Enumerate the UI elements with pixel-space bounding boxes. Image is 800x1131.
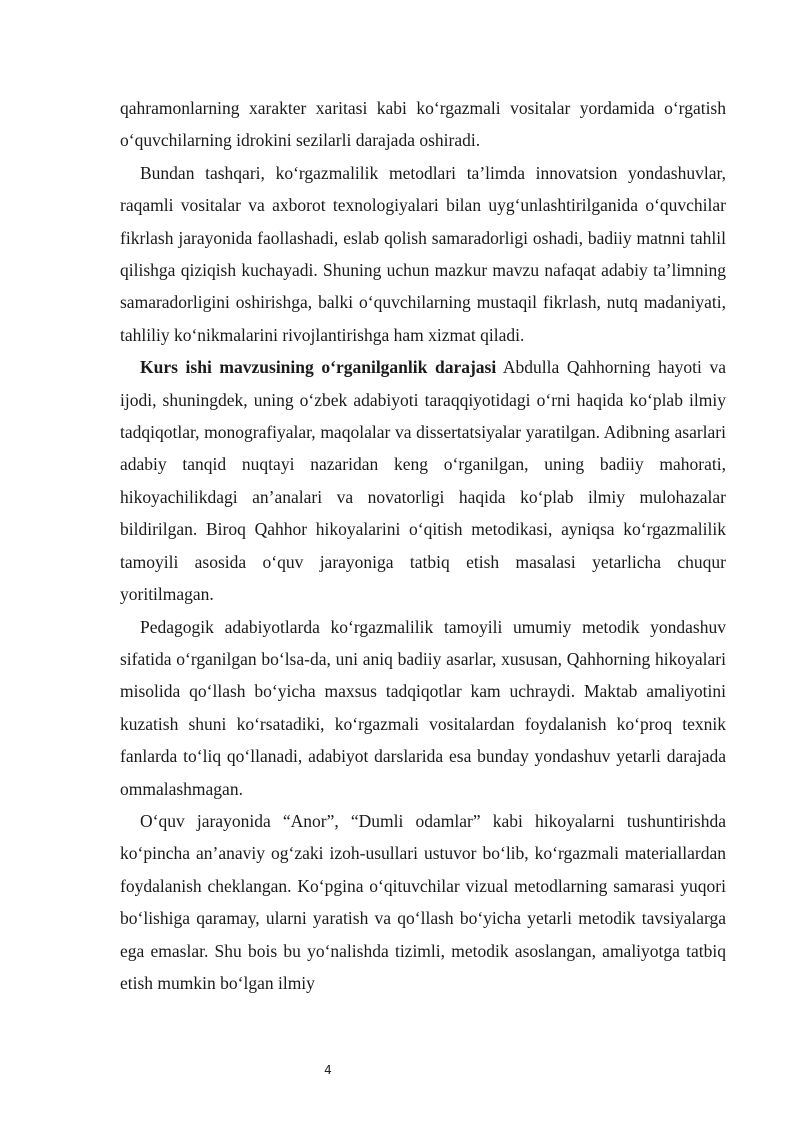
paragraph-text: Bundan tashqari, ko‘rgazmalilik metodlari ta’limda innovatsion yondashuvlar, raqamli vositalar va axborot texnologiyalari bilan uyg‘unlashtirilganida o‘quvchilar fikrlash jarayonida faollashadi, eslab qolish samaradorligi oshadi, badiiy matnni tahlil qilishga qiziqish kuchayadi. Shuning uchun mazkur mavzu nafaqat adabiy ta’limning samaradorligini oshirishga, balki o‘quvchilarning mustaqil fikrlash, nutq madaniyati, tahliliy ko‘nikmalarini rivojlantirishga ham xizmat qiladi. (120, 162, 726, 345)
page-number: 4 (324, 1063, 332, 1077)
paragraph (120, 611, 726, 805)
paragraph (120, 351, 726, 610)
paragraph-text: qahramonlarning xarakter xaritasi kabi ko‘rgazmali vositalar yordamida o‘rgatish o‘quvchilarning idrokini sezilarli darajada oshiradi. (120, 98, 726, 151)
paragraph (120, 157, 726, 351)
paragraph (120, 805, 726, 999)
paragraph-text: Pedagogik adabiyotlarda ko‘rgazmalilik tamoyili umumiy metodik yondashuv sifatida o‘rganilgan bo‘lsa-da, uni aniq badiiy asarlar, xususan, Qahhorning hikoyalari misolida qo‘llash bo‘yicha maxsus tadqiqotlar kam uchraydi. Maktab amaliyotini kuzatish shuni ko‘rsatadiki, ko‘rgazmali vositalardan foydalanish ko‘proq texnik fanlarda to‘liq qo‘llanadi, adabiyot darslarida esa bunday yondashuv yetarli darajada ommalashmagan. (120, 616, 726, 799)
body-text (120, 92, 726, 999)
paragraph-heading: Kurs ishi mavzusining o‘rganilganlik darajasi (140, 357, 497, 378)
paragraph-text: Abdulla Qahhorning hayoti va ijodi, shuningdek, uning o‘zbek adabiyoti taraqqiyotidagi o‘rni haqida ko‘plab ilmiy tadqiqotlar, monografiyalar, maqolalar va dissertatsiyalar yaratilgan. Adibning asarlari adabiy tanqid nuqtayi nazaridan keng o‘rganilgan, uning badiiy mahorati, hikoyachilikdagi an’analari va novatorligi haqida ko‘plab ilmiy mulohazalar bildirilgan. Biroq Qahhor hikoyalarini o‘qitish metodikasi, ayniqsa ko‘rgazmalilik tamoyili asosida o‘quv jarayoniga tatbiq etish masalasi yetarlicha chuqur yoritilmagan. (120, 357, 726, 605)
paragraph-continuation (120, 92, 726, 157)
paragraph-text: O‘quv jarayonida “Anor”, “Dumli odamlar” kabi hikoyalarni tushuntirishda ko‘pincha an’anaviy og‘zaki izoh-usullari ustuvor bo‘lib, ko‘rgazmali materiallardan foydalanish cheklangan. Ko‘pgina o‘qituvchilar vizual metodlarning samarasi yuqori bo‘lishiga qaramay, ularni yaratish va qo‘llash bo‘yicha yetarli metodik tavsiyalarga ega emaslar. Shu bois bu yo‘nalishda tizimli, metodik asoslangan, amaliyotga tatbiq etish mumkin bo‘lgan ilmiy (120, 810, 726, 993)
